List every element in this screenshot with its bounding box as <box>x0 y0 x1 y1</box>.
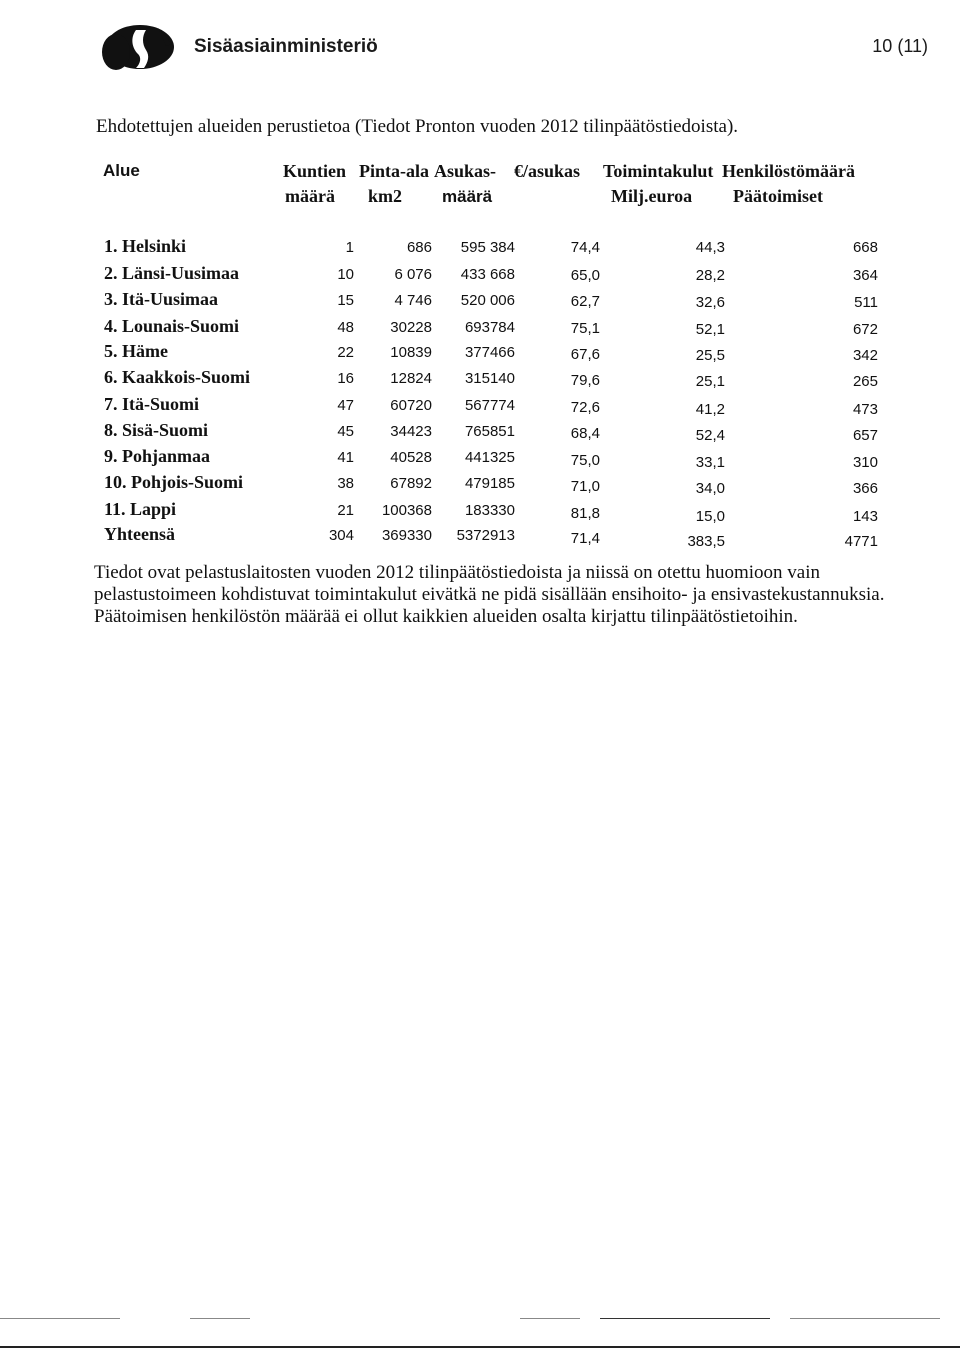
cell-kulut: 44,3 <box>695 239 725 256</box>
cell-pinta-ala: 60720 <box>390 397 432 414</box>
cell-pinta-ala: 369330 <box>381 527 432 544</box>
cell-asukkaat: 5372913 <box>456 527 515 544</box>
cell-henkilosto: 672 <box>852 321 878 338</box>
cell-eur-asukas: 71,0 <box>570 478 600 495</box>
header-asukas: Asukas- <box>434 161 497 181</box>
cell-asukkaat: 315140 <box>464 370 515 387</box>
cell-eur-asukas: 65,0 <box>570 267 600 284</box>
cell-kulut: 15,0 <box>695 508 725 525</box>
cell-pinta-ala: 34423 <box>390 423 432 440</box>
cell-kunnat: 15 <box>337 292 354 309</box>
header-pinta-ala: Pinta-ala <box>359 161 429 181</box>
cell-asukkaat: 377466 <box>464 344 515 361</box>
footer-dash <box>520 1318 580 1319</box>
cell-asukkaat: 433 668 <box>460 266 515 283</box>
cell-asukkaat: 765851 <box>464 423 515 440</box>
row-name: 11. Lappi <box>104 499 177 519</box>
cell-henkilosto: 668 <box>852 239 878 256</box>
header-alue: Alue <box>103 161 140 180</box>
footer-dash <box>600 1318 770 1319</box>
header-paatoimiset: Päätoimiset <box>733 186 823 206</box>
cell-pinta-ala: 686 <box>406 239 432 256</box>
cell-pinta-ala: 40528 <box>390 449 432 466</box>
cell-asukkaat: 183330 <box>464 502 515 519</box>
cell-henkilosto: 310 <box>852 454 878 471</box>
cell-henkilosto: 366 <box>852 480 878 497</box>
header-km2: km2 <box>368 186 403 206</box>
cell-pinta-ala: 100368 <box>381 502 432 519</box>
cell-kulut: 28,2 <box>695 267 725 284</box>
cell-kulut: 25,1 <box>695 373 725 390</box>
cell-henkilosto: 657 <box>852 427 878 444</box>
ministry-logo-icon <box>96 22 178 72</box>
cell-eur-asukas: 74,4 <box>570 239 600 256</box>
cell-eur-asukas: 71,4 <box>570 530 600 547</box>
cell-kunnat: 48 <box>337 319 354 336</box>
cell-henkilosto: 4771 <box>844 533 878 550</box>
header-milj-euroa: Milj.euroa <box>611 186 693 206</box>
cell-eur-asukas: 75,0 <box>570 452 600 469</box>
cell-kunnat: 38 <box>337 475 354 492</box>
cell-kunnat: 10 <box>337 266 354 283</box>
row-name: 5. Häme <box>104 341 168 361</box>
cell-pinta-ala: 67892 <box>390 475 432 492</box>
row-name: 2. Länsi-Uusimaa <box>104 263 240 283</box>
cell-kulut: 52,1 <box>695 321 725 338</box>
cell-kulut: 34,0 <box>695 480 725 497</box>
row-name: 10. Pohjois-Suomi <box>104 472 244 492</box>
row-name: 3. Itä-Uusimaa <box>104 289 219 309</box>
cell-eur-asukas: 72,6 <box>570 399 600 416</box>
cell-kunnat: 1 <box>345 239 354 256</box>
header-kuntien: Kuntien <box>283 161 347 181</box>
cell-asukkaat: 567774 <box>464 397 515 414</box>
cell-kulut: 383,5 <box>687 533 725 550</box>
cell-henkilosto: 342 <box>852 347 878 364</box>
org-name: Sisäasiainministeriö <box>194 36 378 57</box>
cell-eur-asukas: 62,7 <box>570 293 600 310</box>
cell-eur-asukas: 75,1 <box>570 320 600 337</box>
cell-eur-asukas: 68,4 <box>570 425 600 442</box>
cell-kunnat: 47 <box>337 397 354 414</box>
cell-kulut: 41,2 <box>695 401 725 418</box>
cell-pinta-ala: 6 076 <box>394 266 432 283</box>
header-maara-2: määrä <box>442 187 493 206</box>
footer-rule <box>0 1346 960 1348</box>
cell-asukkaat: 595 384 <box>460 239 515 256</box>
header-maara-1: määrä <box>285 186 335 206</box>
cell-pinta-ala: 30228 <box>390 319 432 336</box>
cell-pinta-ala: 10839 <box>390 344 432 361</box>
cell-eur-asukas: 81,8 <box>570 505 600 522</box>
row-name: 7. Itä-Suomi <box>104 394 200 414</box>
cell-pinta-ala: 4 746 <box>394 292 432 309</box>
intro-text: Ehdotettujen alueiden perustietoa (Tiedot Pronton vuoden 2012 tilinpäätöstiedoista). <box>96 116 739 137</box>
cell-kunnat: 304 <box>328 527 354 544</box>
row-name: 9. Pohjanmaa <box>104 446 211 466</box>
page-header <box>96 22 936 72</box>
cell-eur-asukas: 67,6 <box>570 346 600 363</box>
footer-dash <box>190 1318 250 1319</box>
cell-eur-asukas: 79,6 <box>570 372 600 389</box>
cell-kunnat: 16 <box>337 370 354 387</box>
footnote-text: Tiedot ovat pelastuslaitosten vuoden 2012 tilinpäätöstiedoista ja niissä on otettu huomioon vain pelastustoimeen kohdistuvat toimintakulut eivätkä ne pidä sisällään ensihoito- ja ensivastekustannuksia. Päätoimisen henkilöstön määrää ei ollut kaikkien alueiden osalta kirjattu tilinpäätöstietoihin. <box>94 562 885 627</box>
row-name: 4. Lounais-Suomi <box>104 316 240 336</box>
row-name: Yhteensä <box>104 524 175 544</box>
footer-dash <box>0 1318 120 1319</box>
header-toimintakulut: Toimintakulut <box>603 161 714 181</box>
cell-kunnat: 41 <box>337 449 354 466</box>
cell-kunnat: 22 <box>337 344 354 361</box>
cell-asukkaat: 441325 <box>464 449 515 466</box>
footer-dash <box>790 1318 940 1319</box>
cell-asukkaat: 479185 <box>464 475 515 492</box>
cell-kulut: 32,6 <box>695 294 725 311</box>
cell-kulut: 33,1 <box>695 454 725 471</box>
cell-kunnat: 21 <box>337 502 354 519</box>
cell-pinta-ala: 12824 <box>390 370 432 387</box>
cell-asukkaat: 520 006 <box>460 292 515 309</box>
cell-asukkaat: 693784 <box>464 319 515 336</box>
cell-henkilosto: 364 <box>852 267 878 284</box>
row-name: 1. Helsinki <box>104 236 187 256</box>
cell-kulut: 52,4 <box>695 427 725 444</box>
cell-henkilosto: 511 <box>854 294 878 311</box>
row-name: 6. Kaakkois-Suomi <box>104 367 251 387</box>
cell-kulut: 25,5 <box>695 347 725 364</box>
header-eur-asukas: €/asukas <box>514 161 581 181</box>
cell-henkilosto: 473 <box>852 401 878 418</box>
cell-henkilosto: 265 <box>852 373 878 390</box>
row-name: 8. Sisä-Suomi <box>104 420 209 440</box>
cell-henkilosto: 143 <box>852 508 878 525</box>
page-number: 10 (11) <box>872 36 928 56</box>
cell-kunnat: 45 <box>337 423 354 440</box>
header-henkilostomaara: Henkilöstömäärä <box>722 161 855 181</box>
